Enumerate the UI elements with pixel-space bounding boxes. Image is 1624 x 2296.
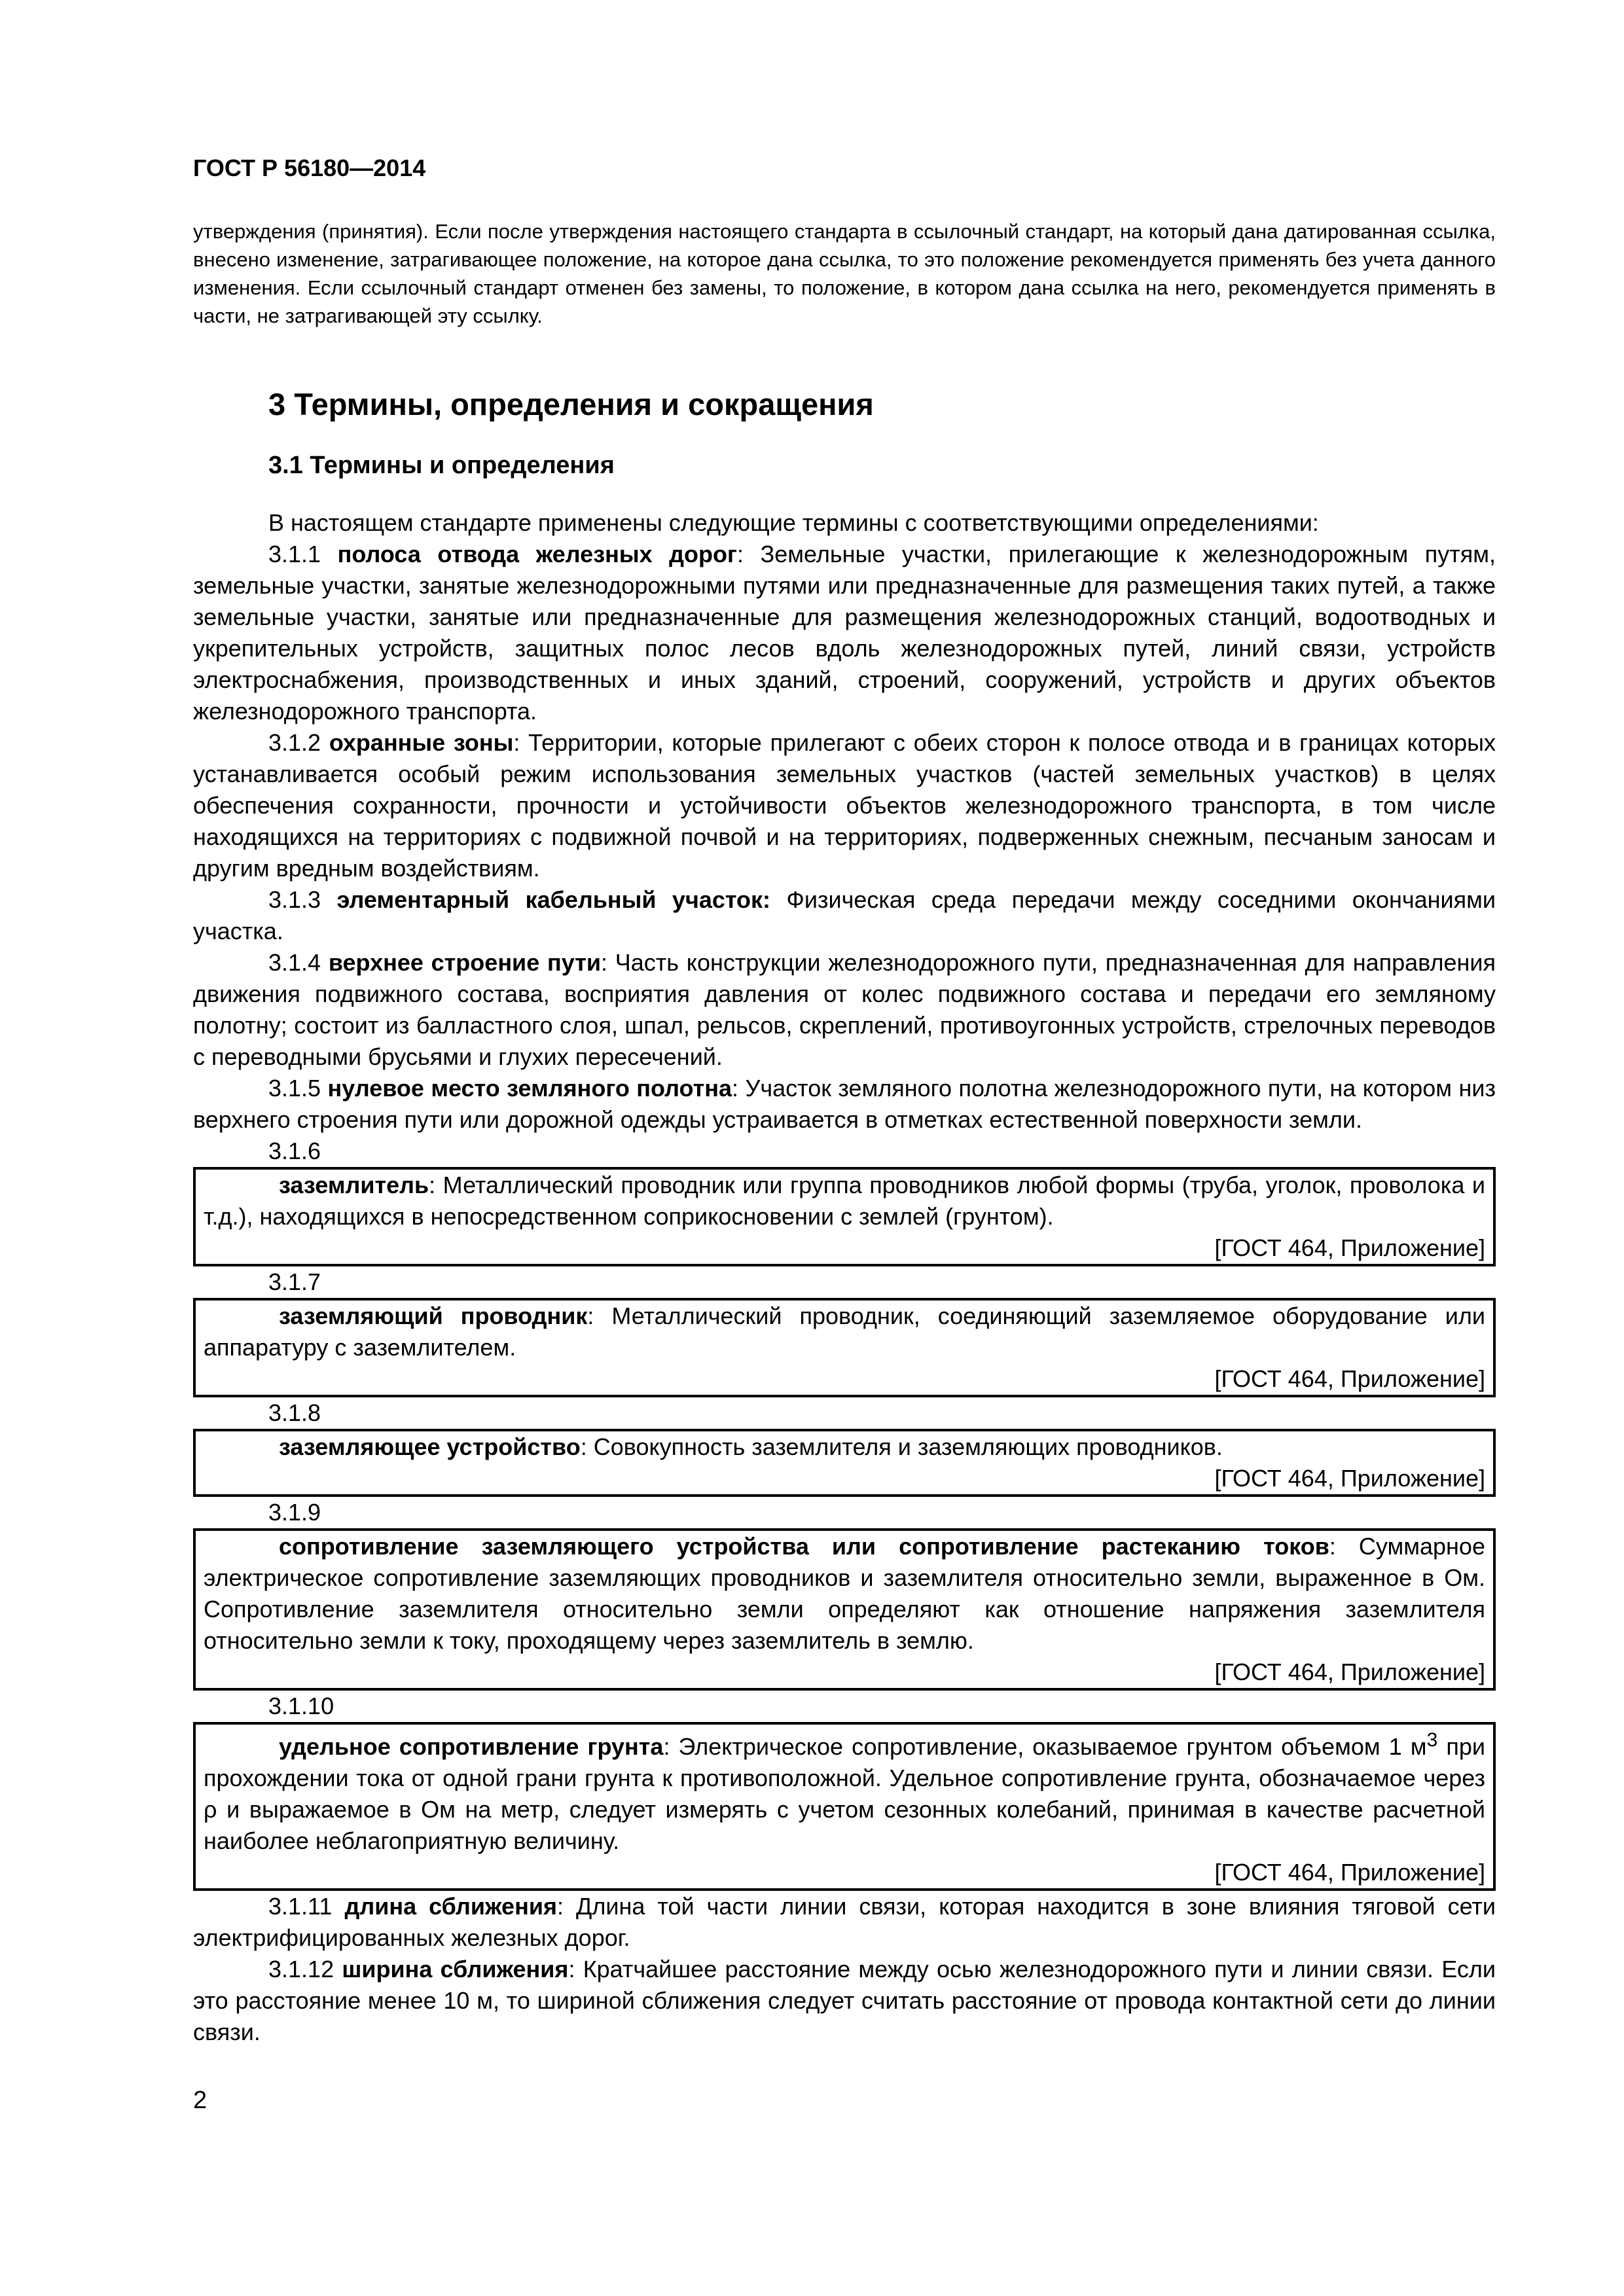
intro-paragraph: В настоящем стандарте применены следующие термины с соответствующими определениями: — [268, 509, 1319, 536]
term-source: [ГОСТ 464, Приложение] — [1214, 1859, 1485, 1886]
term-definition: : Совокупность заземлителя и заземляющих проводников. — [580, 1433, 1223, 1460]
boxed-term — [204, 1170, 1485, 1232]
term-number-3-1-9: 3.1.9 — [268, 1499, 321, 1526]
term-definition: : Длина той части линии связи, которая находится в зоне влияния тяговой сети электрифицированных железных дорог. — [193, 1893, 1496, 1951]
term-name: сопротивление заземляющего устройства или сопротивление растеканию токов — [279, 1533, 1329, 1560]
document-header: ГОСТ Р 56180—2014 — [193, 154, 426, 181]
term-definition: : Металлический проводник или группа проводников любой формы (труба, уголок, проволока и т.д.), находящихся в непосредственном соприкосновении с землей (грунтом). — [204, 1172, 1485, 1230]
term-name: длина сближения — [344, 1893, 557, 1920]
term-definition: : Кратчайшее расстояние между осью железнодорожного пути и линии связи. Если это расстояние менее 10 м, то шириной сближения следует считать расстояние от провода контактной сети до линии связи. — [193, 1956, 1496, 2045]
term-name: ширина сближения — [342, 1956, 569, 1982]
term-definition-cont: при прохождении тока от одной грани грунта к противоположной. Удельное сопротивление грунта, обозначаемое через ρ и выражаемое в Ом на метр, следует измерять с учетом сезонных колебаний, принимая в качестве расчетной наиболее неблагоприятную величину. — [204, 1733, 1485, 1854]
boxed-term — [204, 1300, 1485, 1363]
term-name: заземляющий проводник — [279, 1302, 588, 1329]
boxed-term — [204, 1531, 1485, 1657]
boxed-term — [204, 1431, 1485, 1463]
term-source: [ГОСТ 464, Приложение] — [1214, 1365, 1485, 1392]
term-name: элементарный кабельный участок: — [336, 886, 771, 913]
term-3-1-4: 3.1.4 верхнее строение пути: Часть конструкции железнодорожного пути, предназначенная для направления движения подвижного состава, восприятия давления от колес подвижного состава и передачи его земляному полотну; состоит из балластного слоя, шпал, рельсов, скреплений, противоугонных устройств, стрелочных переводов с переводными брусьями и глухих пересечений. — [193, 949, 1496, 1070]
term-name: полоса отвода железных дорог — [337, 541, 737, 567]
term-name: верхнее строение пути — [328, 949, 601, 976]
term-source: [ГОСТ 464, Приложение] — [1214, 1659, 1485, 1685]
term-definition: : Участок земляного полотна железнодорожного пути, на котором низ верхнего строения пути или дорожной одежды устраивается в отметках естественной поверхности земли. — [193, 1075, 1496, 1133]
term-name: удельное сопротивление грунта — [279, 1733, 664, 1760]
term-definition: : Суммарное электрическое сопротивление заземляющих проводников и заземлителя относительно земли, выраженное в Ом. Сопротивление заземлителя относительно земли определяют как отношение напряжения заземлителя относительно земли к току, проходящему через заземлитель в землю. — [204, 1533, 1485, 1654]
superscript: 3 — [1426, 1729, 1438, 1751]
term-3-1-11: 3.1.11 длина сближения: Длина той части линии связи, которая находится в зоне влияния тяговой сети электрифицированных железных дорог. — [193, 1893, 1496, 1951]
term-source: [ГОСТ 464, Приложение] — [1214, 1234, 1485, 1261]
term-3-1-2: 3.1.2 охранные зоны: Территории, которые прилегают с обеих сторон к полосе отвода и в границах которых устанавливается особый режим использования земельных участков (частей земельных участков) в целях обеспечения сохранности, прочности и устойчивости объектов железнодорожного транспорта, в том числе находящихся на территориях с подвижной почвой и на территориях, подверженных снежным, песчаным заносам и другим вредным воздействиям. — [193, 729, 1496, 882]
term-definition: : Часть конструкции железнодорожного пути, предназначенная для направления движения подвижного состава, восприятия давления от колес подвижного состава и передачи его земляному полотну; состоит из балластного слоя, шпал, рельсов, скреплений, противоугонных устройств, стрелочных переводов с переводными брусьями и глухих пересечений. — [193, 949, 1496, 1070]
term-number-3-1-7: 3.1.7 — [268, 1268, 321, 1295]
subsection-title: 3.1 Термины и определения — [268, 452, 615, 479]
boxed-term — [204, 1725, 1485, 1857]
term-box-3-1-10 — [193, 1722, 1496, 1891]
term-definition: : Металлический проводник, соединяющий заземляемое оборудование или аппаратуру с заземлителем. — [204, 1302, 1485, 1361]
term-name: охранные зоны — [329, 729, 514, 756]
term-box-3-1-6 — [193, 1167, 1496, 1266]
page-number: 2 — [193, 2087, 208, 2114]
term-source: [ГОСТ 464, Приложение] — [1214, 1465, 1485, 1492]
term-name: заземляющее устройство — [279, 1433, 581, 1460]
term-name: заземлитель — [279, 1172, 429, 1198]
term-box-3-1-7 — [193, 1298, 1496, 1397]
prelude-paragraph: утверждения (принятия). Если после утверждения настоящего стандарта в ссылочный стандарт, на который дана датированная ссылка, внесено изменение, затрагивающее положение, на которое дана ссылка, то это положение рекомендуется применять без учета данного изменения. Если ссылочный стандарт отменен без замены, то положение, в котором дана ссылка на него, рекомендуется применять в части, не затрагивающей эту ссылку. — [193, 220, 1496, 327]
term-3-1-3: 3.1.3 элементарный кабельный участок: Физическая среда передачи между соседними окончаниями участка. — [193, 886, 1496, 944]
term-3-1-5: 3.1.5 нулевое место земляного полотна: Участок земляного полотна железнодорожного пути, на котором низ верхнего строения пути или дорожной одежды устраивается в отметках естественной поверхности земли. — [193, 1075, 1496, 1133]
term-3-1-12: 3.1.12 ширина сближения: Кратчайшее расстояние между осью железнодорожного пути и линии связи. Если это расстояние менее 10 м, то шириной сближения следует считать расстояние от провода контактной сети до линии связи. — [193, 1956, 1496, 2045]
term-definition: : Электрическое сопротивление, оказываемое грунтом объемом 1 м — [663, 1733, 1427, 1760]
term-definition: : Земельные участки, прилегающие к железнодорожным путям, земельные участки, занятые железнодорожными путями или предназначенные для размещения таких путей, а также земельные участки, занятые или предназначенные для размещения железнодорожных станций, водоотводных и укрепительных устройств, защитных полос лесов вдоль железнодорожных путей, линий связи, устройств электроснабжения, производственных и иных зданий, строений, сооружений, устройств и других объектов железнодорожного транспорта. — [193, 541, 1496, 725]
term-number-3-1-6: 3.1.6 — [268, 1138, 321, 1164]
term-box-3-1-8 — [193, 1429, 1496, 1497]
term-box-3-1-9 — [193, 1528, 1496, 1691]
term-definition: : Территории, которые прилегают с обеих сторон к полосе отвода и в границах которых устанавливается особый режим использования земельных участков (частей земельных участков) в целях обеспечения сохранности, прочности и устойчивости объектов железнодорожного транспорта, в том числе находящихся на территориях с подвижной почвой и на территориях, подверженных снежным, песчаным заносам и другим вредным воздействиям. — [193, 729, 1496, 882]
terms-body — [193, 507, 1496, 2048]
section-title: 3 Термины, определения и сокращения — [268, 387, 874, 422]
term-definition: Физическая среда передачи между соседними окончаниями участка. — [193, 886, 1496, 944]
term-number-3-1-10: 3.1.10 — [268, 1693, 334, 1719]
term-number-3-1-8: 3.1.8 — [268, 1399, 321, 1426]
term-3-1-1: 3.1.1 полоса отвода железных дорог: Земельные участки, прилегающие к железнодорожным путям, земельные участки, занятые железнодорожными путями или предназначенные для размещения таких путей, а также земельные участки, занятые или предназначенные для размещения железнодорожных станций, водоотводных и укрепительных устройств, защитных полос лесов вдоль железнодорожных путей, линий связи, устройств электроснабжения, производственных и иных зданий, строений, сооружений, устройств и других объектов железнодорожного транспорта. — [193, 541, 1496, 725]
term-name: нулевое место земляного полотна — [327, 1075, 732, 1102]
